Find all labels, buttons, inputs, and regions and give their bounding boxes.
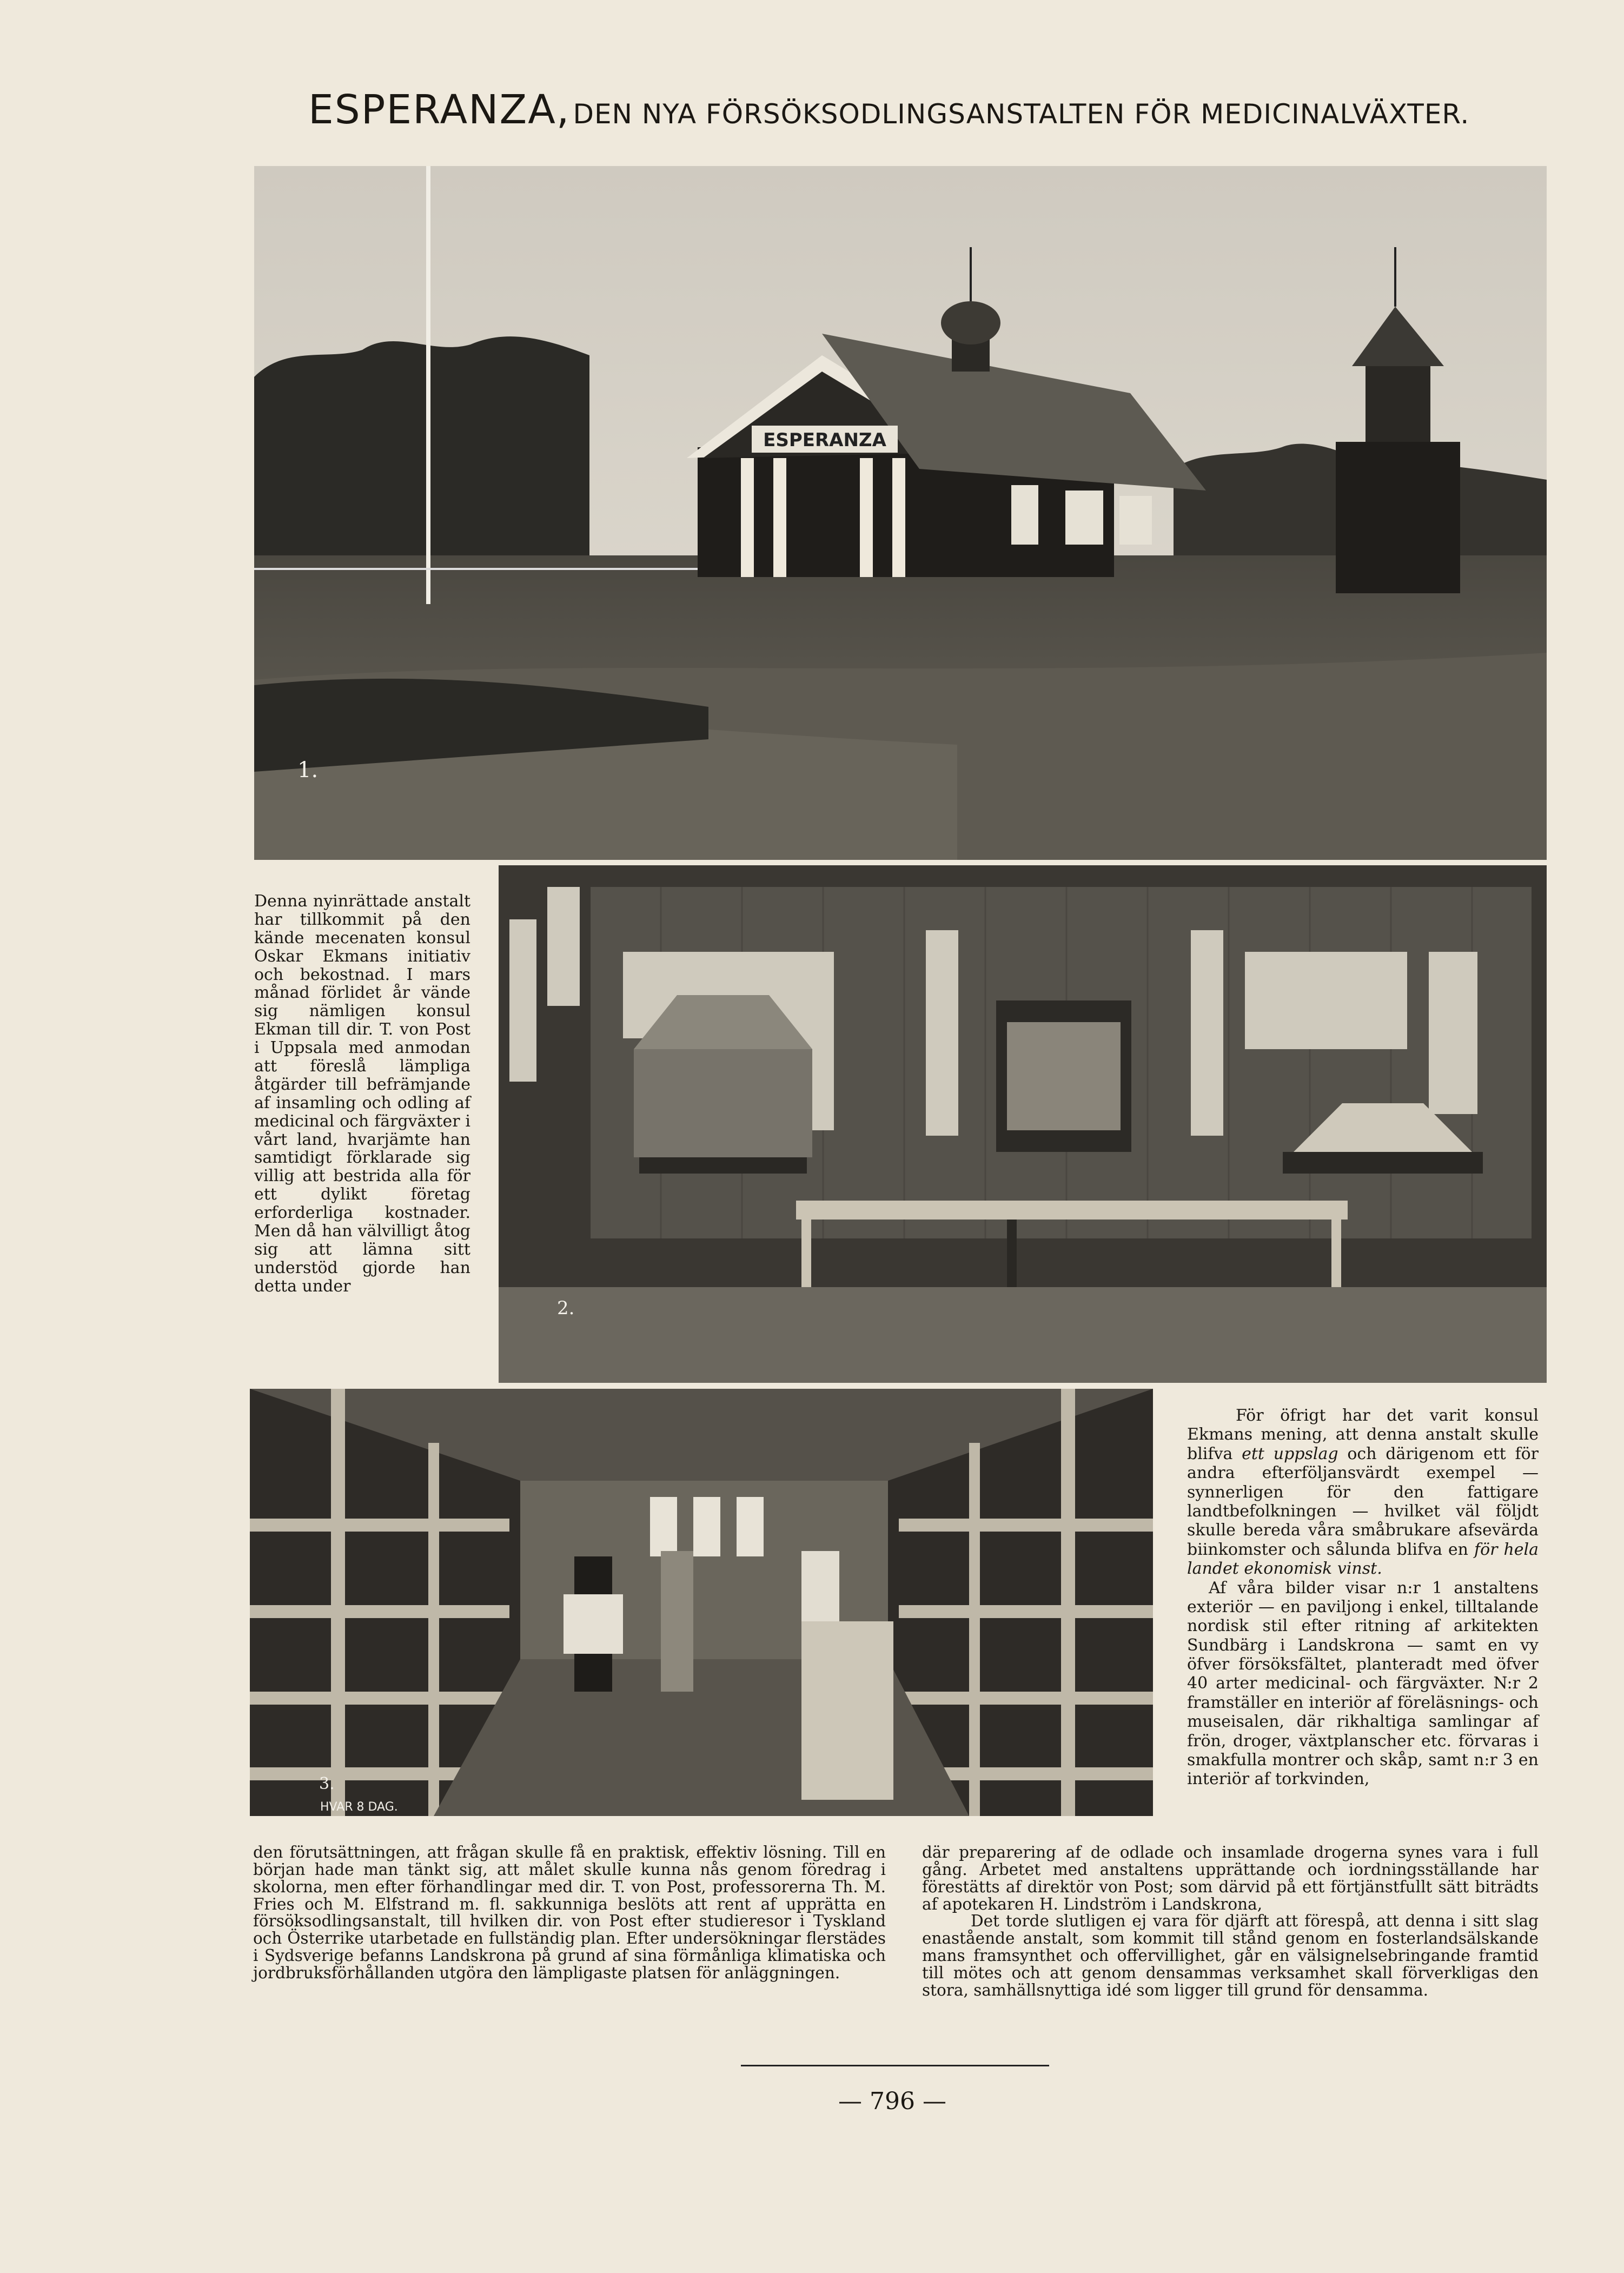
column-1-paragraph: den förutsättningen, att frågan skulle få en praktisk, effektiv lösning. Till en början hade man tänkt sig, att målet skulle kunna nås genom föredrag i skolorna, men efter förhandlingar med dir. T. von Post, professorerna Th. M. Fries och M. Elfstrand m. fl. sakkunniga beslöts att rent af upprätta en försöksodlingsanstalt, till hvilken dir. von Post efter studieresor i Tyskland och Österrike utarbetade en fullständig plan. Efter undersökningar flerstädes i Sydsverige befanns Landskrona på grund af sina förmånliga klimatiska och jordbruksförhållanden utgöra den lämpligaste platsen för anläggningen.: [253, 1843, 886, 1983]
photo-exterior-drawing: [254, 166, 1547, 860]
page-number: — 796 —: [838, 2088, 946, 2115]
photo-hall-drawing: [499, 865, 1547, 1383]
photo-lecture-hall: [499, 865, 1547, 1383]
emphasis-uppslag: ett uppslag: [1242, 1444, 1338, 1463]
figure-number-2: 2.: [557, 1297, 575, 1319]
right-paragraph-2: Af våra bilder visar n:r 1 anstaltens exteriör — en paviljong i enkel, tilltalande nordisk stil efter ritning af arkitekten Sundbärg i Landskrona — samt en vy öfver försöksfältet, planteradt med öfver 40 arter medicinal- och färgväxter. N:r 2 framställer en interiör af föreläsnings- och museisalen, där rikhaltiga samlingar af frön, droger, växtplanscher etc. förvaras i smakfulla montrer och skåp, samt n:r 3 en interiör af torkvinden,: [1187, 1578, 1539, 1789]
article-column-1: [253, 1844, 886, 1982]
emphasis-ekonomisk-vinst: för hela landet ekonomisk vinst.: [1187, 1540, 1539, 1579]
sidebar-paragraph: Denna nyinrättade anstalt har tillkommit på den kände mecenaten konsul Oskar Ekmans initiativ och bekostnad. I mars månad förlidet år vände sig nämligen konsul Ekman till dir. T. von Post i Uppsala med anmodan att föreslå lämpliga åtgärder till befrämjande af insamling och odling af medicinal och färgväxter i vårt land, hvarjämte han samtidigt förklarade sig villig att bestrida alla för ett dylikt företag erforderliga kostnader. Men då han välvilligt åtog sig att lämna sitt understöd gjorde han detta under: [254, 892, 470, 1296]
photo-credit: HVAR 8 DAG.: [320, 1800, 398, 1814]
title-subtitle: DEN NYA FÖRSÖKSODLINGSANSTALTEN FÖR MEDICINALVÄXTER.: [573, 98, 1470, 130]
pavilion-sign: ESPERANZA: [763, 429, 886, 451]
figure-number-1: 1.: [297, 758, 319, 783]
page-title: [308, 87, 1530, 133]
photo-exterior-pavilion: [254, 166, 1547, 860]
column-2-paragraph-2: Det torde slutligen ej vara för djärft att förespå, att denna i sitt slag enastående anstalt, som kommit till stånd genom en fosterlandsälskande mans framsynthet och offervillighet, går en välsignelsebringande framtid till mötes och att genom densammas verksamhet skall förverkligas den stora, samhällsnyttiga idé som ligger till grund för densamma.: [922, 1912, 1539, 1999]
article-sidebar-text: [254, 892, 470, 1296]
article-column-2: [922, 1844, 1539, 1999]
footer-divider: [741, 2065, 1049, 2066]
right-paragraph-1: För öfrigt har det varit konsul Ekmans mening, att denna anstalt skulle blifva ett uppslag och därigenom ett för andra efterföljansvärdt exempel — synnerligen för den fattigare landtbefolkningen — hvilket väl följdt skulle bereda våra småbrukare afsevärda biinkomster och sålunda blifva en för hela landet ekonomisk vinst.: [1187, 1406, 1539, 1579]
column-2-paragraph-1: där preparering af de odlade och insamlade drogerna synes vara i full gång. Arbetet med anstaltens upprättande och iordningsställande har förestätts af direktör von Post; som därvid på ett förtjänstfullt sätt biträdts af apotekaren H. Lindström i Landskrona,: [922, 1843, 1539, 1913]
figure-number-3: 3.: [319, 1774, 335, 1793]
photo-drying-loft: [250, 1389, 1153, 1816]
title-main: ESPERANZA,: [308, 87, 571, 133]
photo-loft-drawing: [250, 1389, 1153, 1816]
article-right-text: [1187, 1406, 1539, 1789]
